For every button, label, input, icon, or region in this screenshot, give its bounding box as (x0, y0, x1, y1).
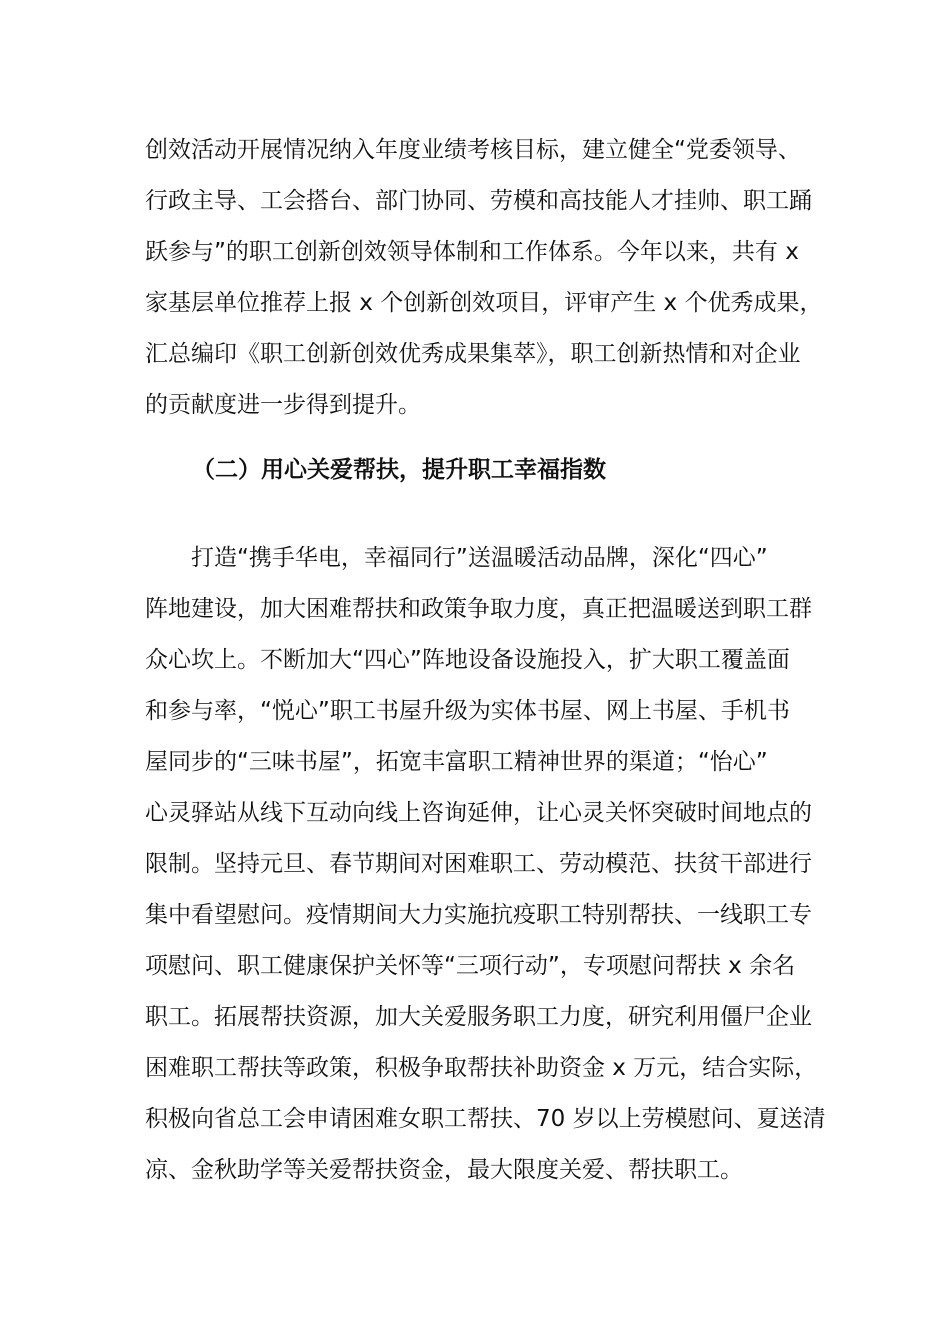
paragraph-2-line: 阵地建设，加大困难帮扶和政策争取力度，真正把温暖送到职工群 (145, 596, 812, 622)
paragraph-2-line: 积极向省总工会申请困难女职工帮扶、70 岁以上劳模慰问、夏送清 (145, 1106, 826, 1132)
paragraph-2-line: 困难职工帮扶等政策，积极争取帮扶补助资金 x 万元，结合实际， (145, 1055, 818, 1081)
paragraph-1-line: 跃参与”的职工创新创效领导体制和工作体系。今年以来，共有 x (145, 239, 799, 265)
paragraph-1-line: 的贡献度进一步得到提升。 (145, 392, 421, 418)
paragraph-2 (145, 533, 826, 1196)
paragraph-2-line: 限制。坚持元旦、春节期间对困难职工、劳动模范、扶贫干部进行 (145, 851, 812, 877)
paragraph-2-line: 和参与率，“悦心”职工书屋升级为实体书屋、网上书屋、手机书 (145, 698, 790, 724)
paragraph-2-line: 凉、金秋助学等关爱帮扶资金，最大限度关爱、帮扶职工。 (145, 1157, 743, 1183)
paragraph-2-line: 屋同步的“三味书屋”，拓宽丰富职工精神世界的渠道；“怡心” (145, 749, 768, 775)
paragraph-2-line: 众心坎上。不断加大“四心”阵地设备设施投入，扩大职工覆盖面 (145, 647, 790, 673)
paragraph-1-line: 创效活动开展情况纳入年度业绩考核目标，建立健全“党委领导、 (145, 137, 801, 163)
paragraph-2-first-line: 打造“携手华电，幸福同行”送温暖活动品牌，深化“四心” (191, 545, 768, 571)
paragraph-1-line: 行政主导、工会搭台、部门协同、劳模和高技能人才挂帅、职工踊 (145, 188, 812, 214)
paragraph-1 (145, 125, 823, 431)
section-heading: （二）用心关爱帮扶，提升职工幸福指数 (192, 457, 606, 483)
paragraph-2-line: 职工。拓展帮扶资源，加大关爱服务职工力度，研究利用僵尸企业 (145, 1004, 812, 1030)
paragraph-2-line: 心灵驿站从线下互动向线上咨询延伸，让心灵关怀突破时间地点的 (145, 800, 812, 826)
section-heading-block (192, 445, 857, 496)
paragraph-1-line: 家基层单位推荐上报 x 个创新创效项目，评审产生 x 个优秀成果， (145, 290, 823, 316)
paragraph-2-line: 集中看望慰问。疫情期间大力实施抗疫职工特别帮扶、一线职工专 (145, 902, 812, 928)
paragraph-1-line: 汇总编印《职工创新创效优秀成果集萃》，职工创新热情和对企业 (145, 341, 801, 367)
paragraph-2-line: 项慰问、职工健康保护关怀等“三项行动”，专项慰问帮扶 x 余名 (145, 953, 796, 979)
